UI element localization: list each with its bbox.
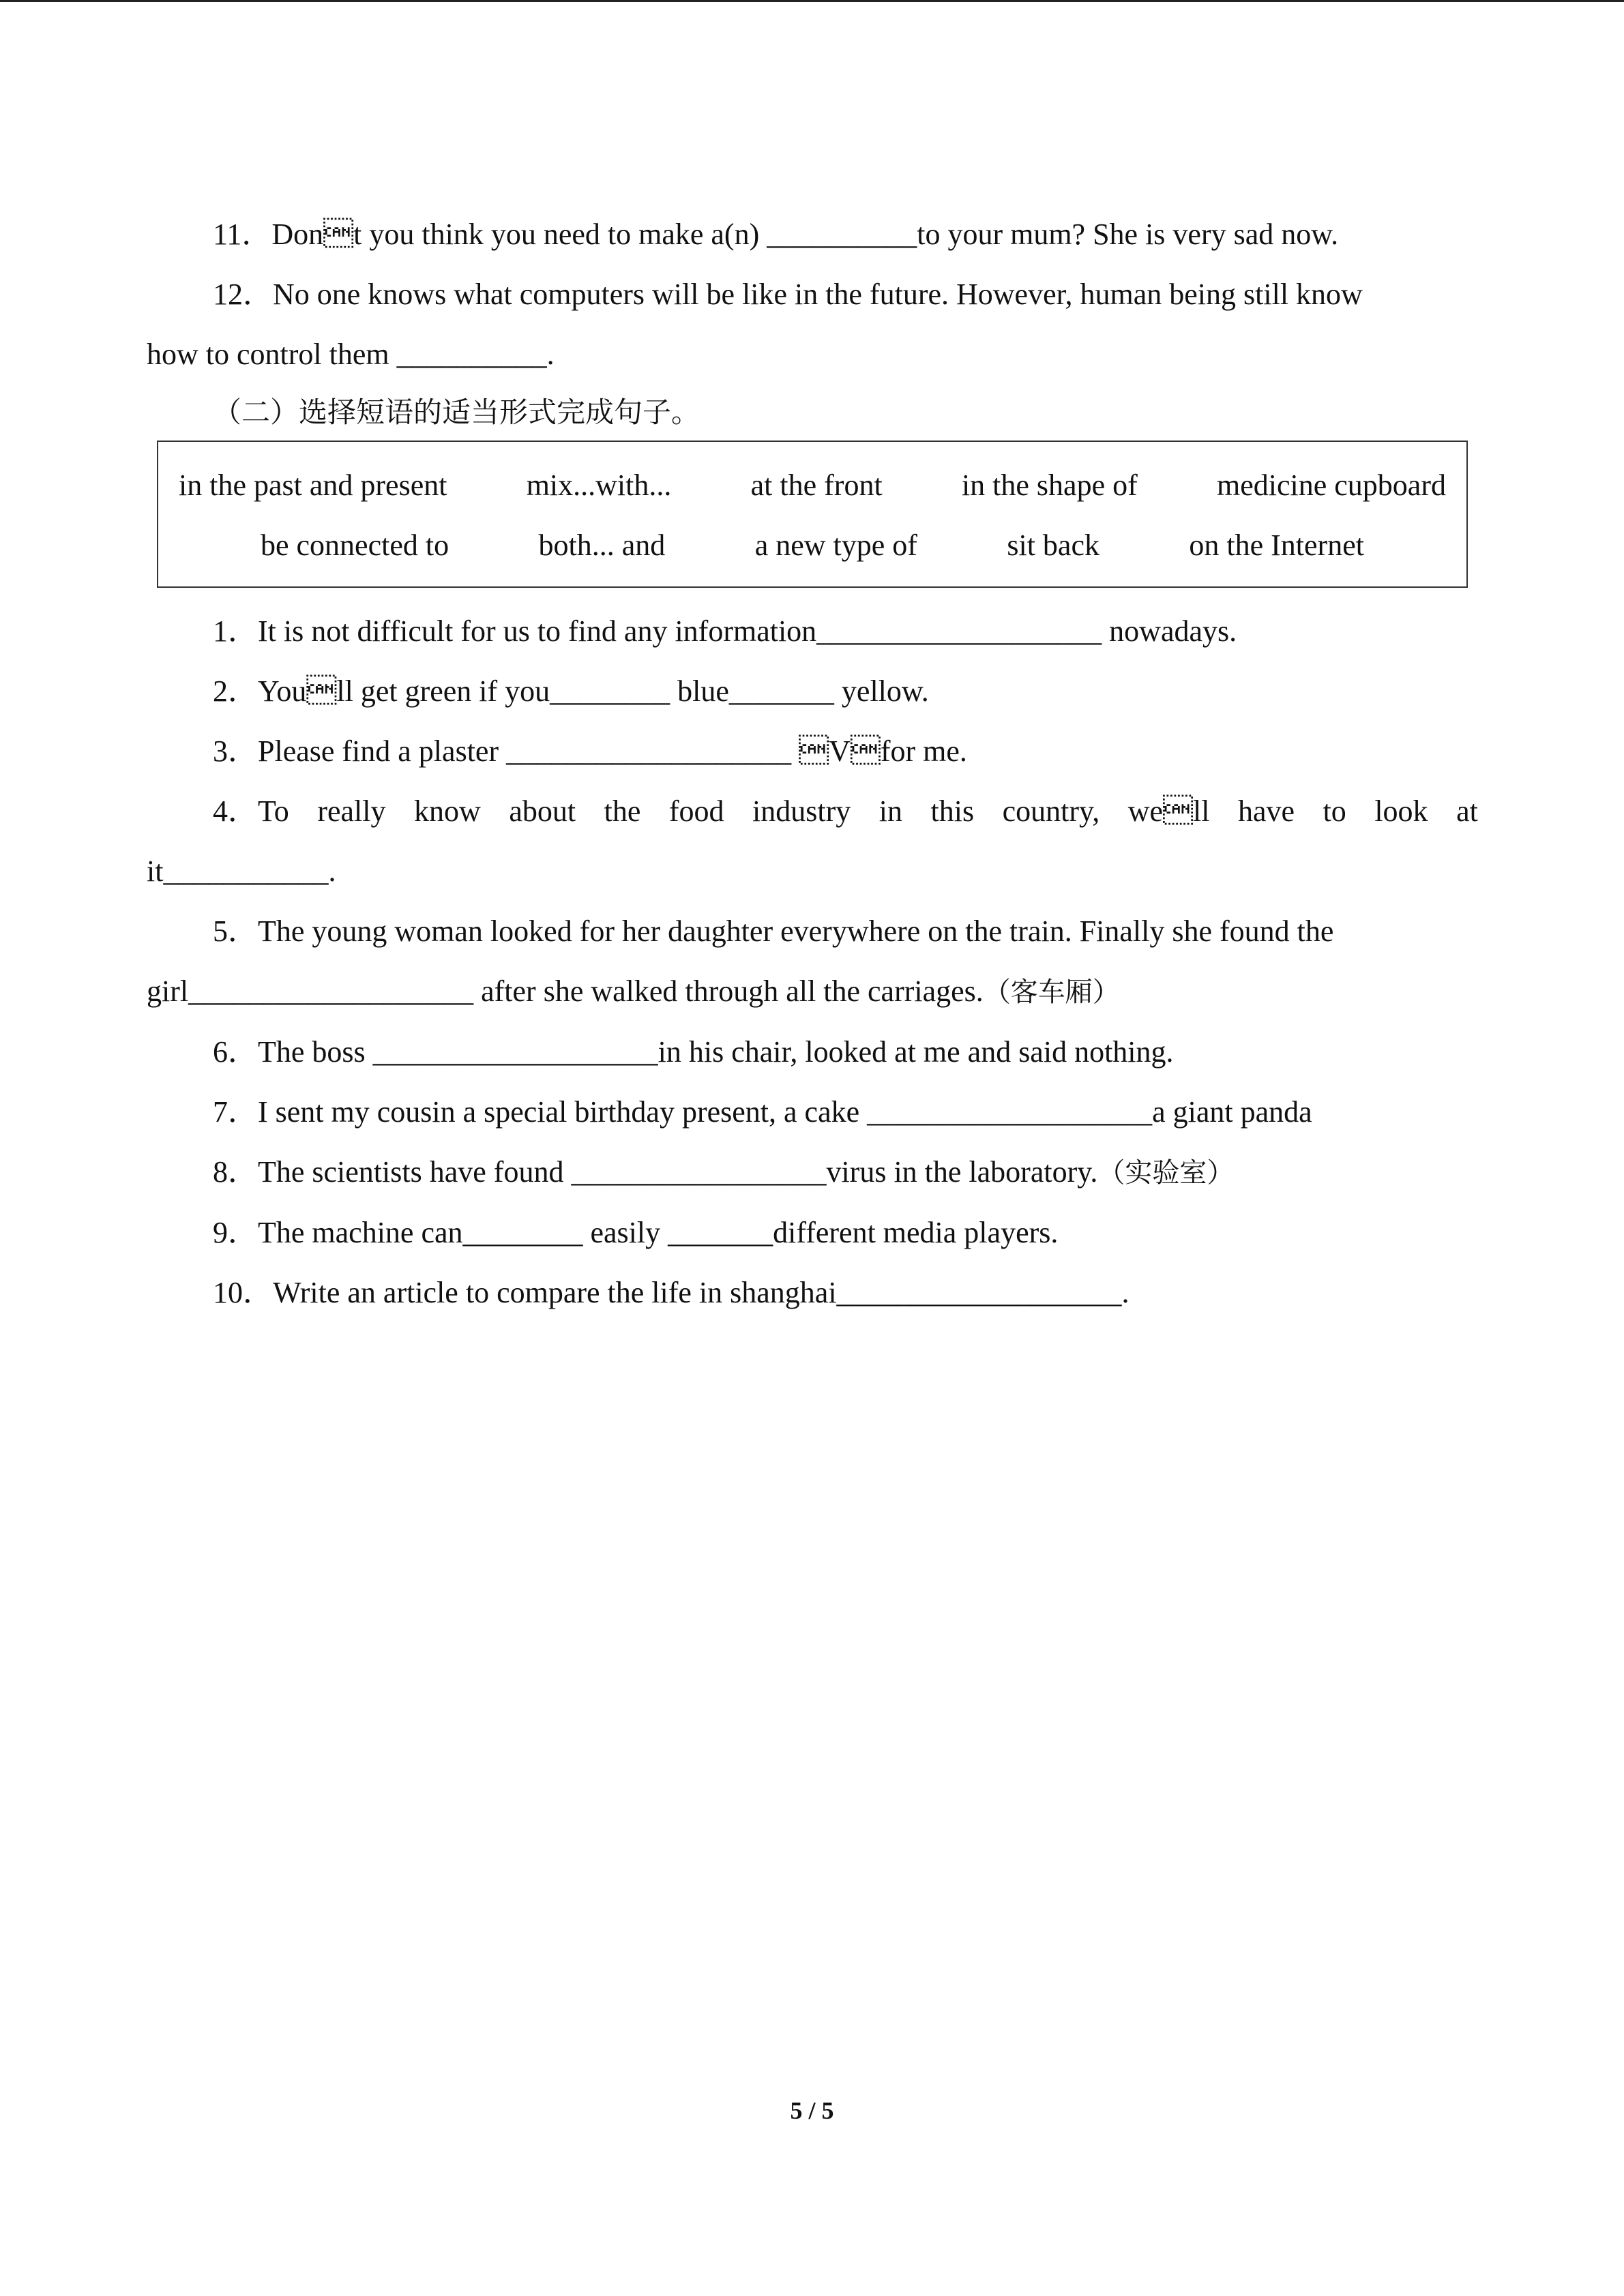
question-10: 10．Write an article to compare the life in shanghai___________________. bbox=[213, 1276, 1130, 1309]
question-7: 7．I sent my cousin a special birthday present, a cake ___________________a giant panda bbox=[213, 1095, 1312, 1129]
word: at bbox=[1456, 794, 1478, 828]
word: this bbox=[930, 794, 975, 828]
word: country, bbox=[1002, 794, 1100, 828]
question-9: 9．The machine can________ easily _______different media players. bbox=[213, 1216, 1059, 1249]
section-heading: （二）选择短语的适当形式完成句子。 bbox=[213, 396, 700, 429]
phrase: in the shape of bbox=[961, 468, 1138, 502]
word: know bbox=[414, 794, 481, 828]
question-5: 5．The young woman looked for her daughter everywhere on the train. Finally she found the bbox=[213, 914, 1334, 948]
question-5-text: girl___________________ after she walked through all the carriages. bbox=[147, 974, 984, 1008]
question-6: 6．The boss ___________________in his chair, looked at me and said nothing. bbox=[213, 1035, 1174, 1069]
word: really bbox=[317, 794, 386, 828]
phrase-box bbox=[157, 441, 1468, 588]
word: industry bbox=[752, 794, 851, 828]
phrase: medicine cupboard bbox=[1217, 468, 1446, 502]
word: 4．To bbox=[213, 794, 289, 828]
question-1: 1．It is not difficult for us to find any information___________________ nowadays. bbox=[213, 614, 1237, 648]
phrase: in the past and present bbox=[179, 468, 447, 502]
word: look bbox=[1374, 794, 1428, 828]
question-4-continued: it___________. bbox=[147, 854, 336, 888]
question-8-text: 8．The scientists have found _________________virus in the laboratory. bbox=[213, 1155, 1098, 1189]
word: have bbox=[1238, 794, 1295, 828]
phrase: on the Internet bbox=[1189, 528, 1364, 562]
chinese-note: （客车厢） bbox=[983, 976, 1120, 1008]
item-11: 11．Dont you think you need to make a(n) __________to your mum? She is very sad now. bbox=[213, 218, 1339, 251]
top-rule bbox=[0, 0, 1624, 2]
word: the bbox=[604, 794, 641, 828]
item-12-continued: how to control them __________. bbox=[147, 338, 555, 371]
page-number: 5 / 5 bbox=[790, 2097, 834, 2124]
phrase-row-1 bbox=[158, 456, 1466, 516]
phrase: at the front bbox=[750, 468, 883, 502]
question-3: 3．Please find a plaster ___________________ Vfor me. bbox=[213, 734, 967, 768]
worksheet-page bbox=[147, 205, 1478, 1323]
question-8 bbox=[147, 1142, 1478, 1203]
word: food bbox=[668, 794, 724, 828]
phrase: sit back bbox=[1007, 528, 1099, 562]
phrase-row-2 bbox=[158, 516, 1466, 576]
phrase: both... and bbox=[538, 528, 666, 562]
word: well bbox=[1127, 794, 1210, 828]
question-2: 2．Youll get green if you________ blue_______ yellow. bbox=[213, 674, 929, 708]
question-5-continued bbox=[147, 961, 1478, 1022]
word: in bbox=[879, 794, 903, 828]
item-12: 12．No one knows what computers will be like in the future. However, human being still know bbox=[213, 278, 1363, 311]
phrase: be connected to bbox=[261, 528, 449, 562]
question-4 bbox=[147, 781, 1478, 841]
chinese-note: （实验室） bbox=[1097, 1157, 1235, 1189]
phrase: mix...with... bbox=[526, 468, 672, 502]
word: about bbox=[509, 794, 576, 828]
word: to bbox=[1323, 794, 1346, 828]
phrase: a new type of bbox=[754, 528, 917, 562]
